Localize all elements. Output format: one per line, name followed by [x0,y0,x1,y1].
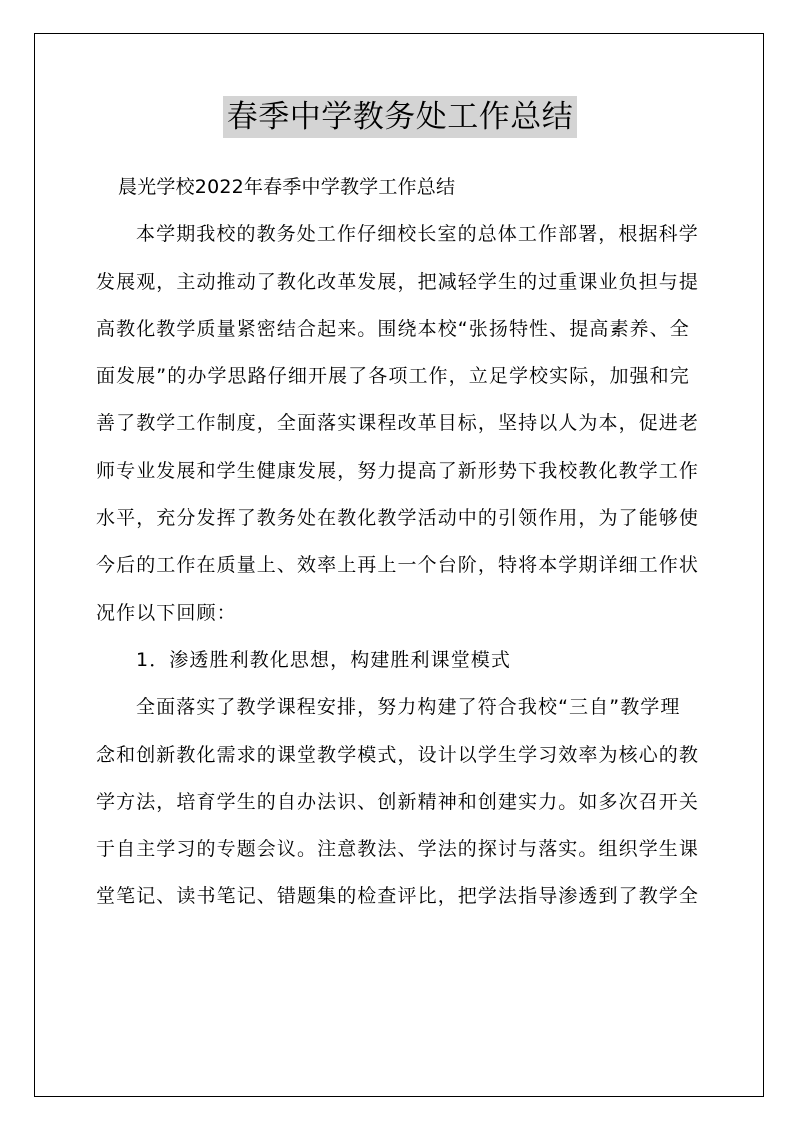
document-subtitle: 晨光学校2022年春季中学教学工作总结 [118,176,456,198]
paragraph-line: 况作以下回顾： [96,601,237,624]
paragraph-line: 面发展”的办学思路仔细开展了各项工作，立足学校实际，加强和完 [96,365,690,388]
document-title-block [0,96,800,138]
paragraph-line: 念和创新教化需求的课堂教学模式，设计以学生学习效率为核心的教 [96,743,700,766]
paragraph-line: 于自主学习的专题会议。注意教法、学法的探讨与落实。组织学生课 [96,838,700,861]
document-title: 春季中学教务处工作总结 [223,96,578,138]
paragraph-line: 善了教学工作制度，全面落实课程改革目标，坚持以人为本，促进老 [96,412,700,435]
paragraph-line: 本学期我校的教务处工作仔细校长室的总体工作部署，根据科学 [136,223,699,246]
paragraph-line: 堂笔记、读书笔记、错题集的检查评比，把学法指导渗透到了教学全 [96,885,700,908]
paragraph-line: 水平，充分发挥了教务处在教化教学活动中的引领作用，为了能够使 [96,507,700,530]
paragraph-line: 高教化教学质量紧密结合起来。围绕本校“张扬特性、提高素养、全 [96,317,690,340]
paragraph-line: 发展观，主动推动了教化改革发展，把减轻学生的过重课业负担与提 [96,270,700,293]
paragraph-line: 师专业发展和学生健康发展，努力提高了新形势下我校教化教学工作 [96,459,700,482]
paragraph-line: 全面落实了教学课程安排，努力构建了符合我校“三自”教学理 [136,696,681,719]
paragraph-line: 学方法，培育学生的自办法识、创新精神和创建实力。如多次召开关 [96,790,700,813]
document-body [96,164,706,921]
section-heading: 1．渗透胜利教化思想，构建胜利课堂模式 [136,648,511,671]
paragraph-line: 今后的工作在质量上、效率上再上一个台阶，特将本学期详细工作状 [96,554,700,577]
